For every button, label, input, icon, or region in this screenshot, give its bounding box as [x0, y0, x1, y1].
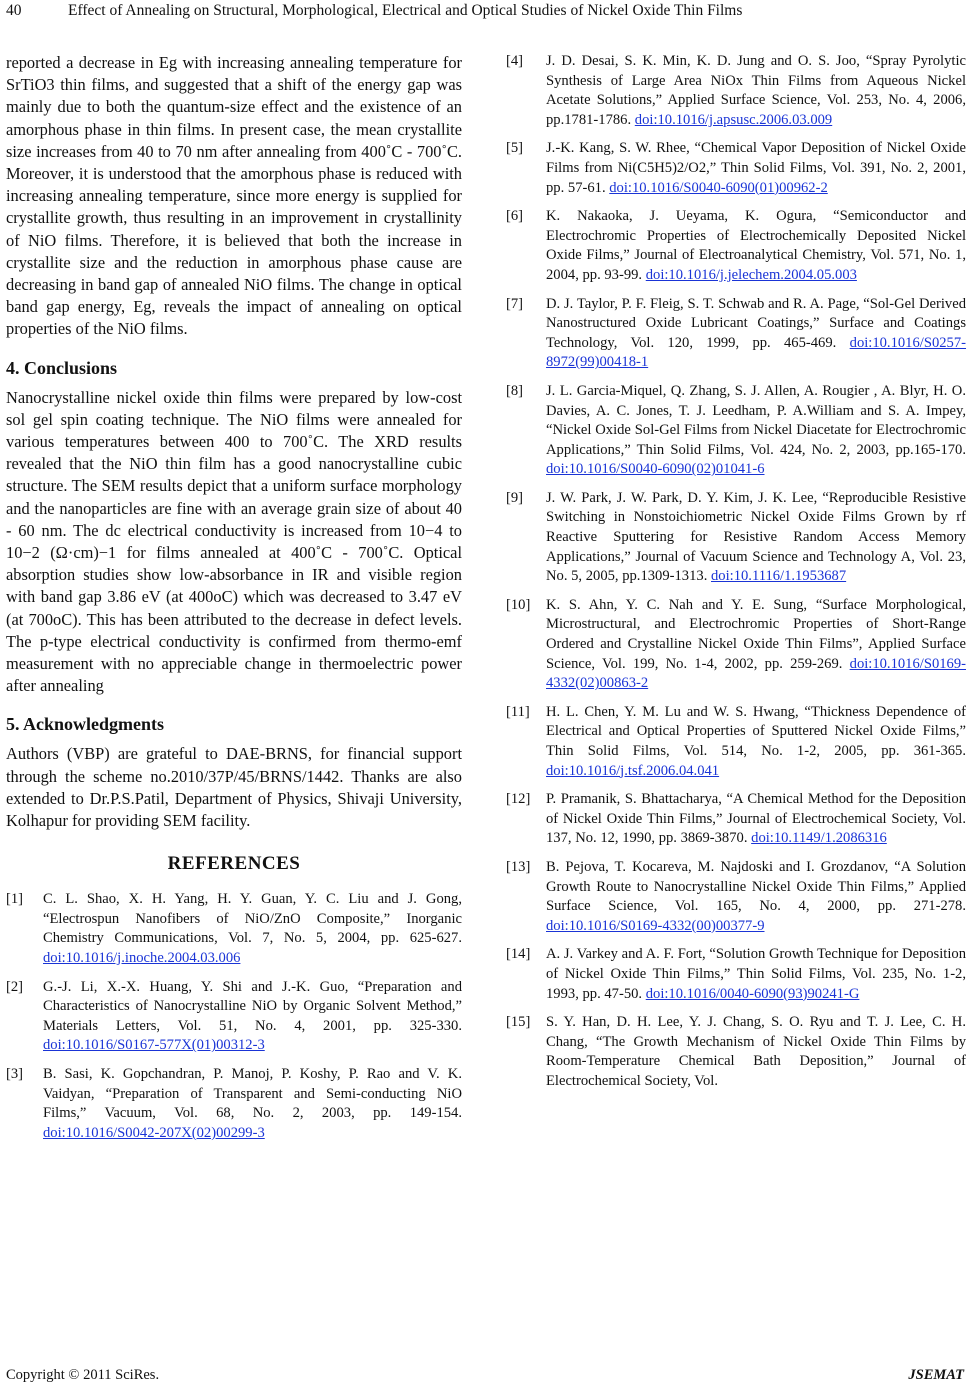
- reference-text: J. L. Garcia-Miquel, Q. Zhang, S. J. Allen, A. Rougier , A. Blyr, H. O. Davies, A. C. Jones, T. J. Leedham, P. A.William and S. A. Impey, “Nickel Oxide Sol-Gel Films from Nickel Diacetate for Electrochromic Applications,” Thin Solid Films, Vol. 424, No. 2, 2003, pp.165-170.: [546, 382, 966, 458]
- reference-number: [13]: [506, 858, 531, 875]
- acknowledgments-heading: 5. Acknowledgments: [6, 714, 165, 735]
- conclusions-heading: 4. Conclusions: [6, 357, 118, 378]
- doi-link[interactable]: doi:10.1016/S0042-207X(02)00299-3: [43, 1124, 265, 1141]
- reference-entry: [506, 596, 966, 694]
- conclusions-paragraph: Nanocrystalline nickel oxide thin films were prepared by low-cost sol gel spin coating technique. The NiO films were annealed for various temperatures between 400 to 700˚C. The XRD results revealed that the NiO thin film has a good nanocrystalline cubic structure. The SEM results depict that a uniform surface morphology and the nanoparticles are fine with an average grain size of about 40 - 60 nm. The dc electrical conductivity is increased from 10−4 to 10−2 (Ω·cm)−1 for films annealed at 400˚C - 700˚C. Optical absorption studies show low-absorbance in IR and visible region with band gap 3.86 eV (at 400oC) which was decreased to 3.47 eV (at 700oC). This has been attributed to the decrease in defect levels. The p-type electrical conductivity is confirmed from thermo-emf measurement with no appreciable change in thermoelectric power after annealing: [6, 387, 462, 696]
- reference-entry: [506, 382, 966, 480]
- reference-text: H. L. Chen, Y. M. Lu and W. S. Hwang, “Thickness Dependence of Electrical and Optical Properties of Sputtered Nickel Oxide Films,” Thin Solid Films, Vol. 514, No. 1-2, 2005, pp. 361-365.: [546, 703, 966, 759]
- doi-link[interactable]: doi:10.1016/j.tsf.2006.04.041: [546, 762, 720, 779]
- reference-text: D. J. Taylor, P. F. Fleig, S. T. Schwab and R. A. Page, “Sol-Gel Derived Nanostructured Oxide Lubricant Coatings,” Surface and Coatings Technology, Vol. 120, 1999, pp. 465-469.: [546, 295, 966, 351]
- reference-number: [1]: [6, 891, 24, 908]
- reference-text: J. D. Desai, S. K. Min, K. D. Jung and O. S. Joo, “Spray Pyrolytic Synthesis of Large Area NiOx Thin Films from Aqueous Nickel Acetate Solutions,” Applied Surface Science, Vol. 253, No. 4, 2006, pp.1781-1786.: [546, 53, 966, 128]
- reference-number: [9]: [506, 489, 524, 506]
- journal-abbreviation: JSEMAT: [908, 1367, 964, 1383]
- reference-number: [4]: [506, 53, 524, 69]
- reference-entry: [506, 52, 966, 130]
- page-number: 40: [6, 2, 22, 19]
- reference-number: [10]: [506, 596, 531, 613]
- reference-number: [11]: [506, 703, 530, 720]
- doi-link[interactable]: doi:10.1016/S0167-577X(01)00312-3: [43, 1037, 265, 1054]
- references-heading: REFERENCES: [167, 853, 301, 875]
- reference-entry: [6, 890, 462, 968]
- reference-text: P. Pramanik, S. Bhattacharya, “A Chemical Method for the Deposition of Nickel Oxide Thin Films,” Journal of Electrochemical Society, Vol. 137, No. 12, 1990, pp. 3869-3870.: [546, 791, 966, 847]
- acknowledgments-paragraph: Authors (VBP) are grateful to DAE-BRNS, for financial support through the scheme no.2010/37P/45/BRNS/1442. Thanks are also extended to Dr.P.S.Patil, Department of Physics, Shivaji University, Kolhapur for providing SEM facility.: [6, 744, 462, 831]
- reference-number: [7]: [506, 295, 524, 312]
- reference-text: B. Pejova, T. Kocareva, M. Najdoski and I. Grozdanov, “A Solution Growth Route to Nanocrystalline Nickel Oxide Thin Films,” Applied Surface Science, Vol. 165, No. 4, 2000, pp. 271-278.: [546, 858, 966, 915]
- reference-number: [12]: [506, 791, 531, 808]
- reference-number: [2]: [6, 978, 24, 995]
- doi-link[interactable]: doi:10.1016/S0040-6090(02)01041-6: [546, 461, 765, 478]
- doi-link[interactable]: doi:10.1149/1.2086316: [751, 830, 887, 847]
- reference-text: J.-K. Kang, S. W. Rhee, “Chemical Vapor Deposition of Nickel Oxide Films from Ni(C5H5)2/O2,” Thin Solid Films, Vol. 391, No. 2, 2001, pp. 57-61.: [546, 140, 966, 196]
- reference-entry: [506, 207, 966, 285]
- doi-link[interactable]: doi:10.1016/j.inoche.2004.03.006: [43, 950, 241, 967]
- doi-link[interactable]: doi:10.1016/S0040-6090(01)00962-2: [609, 179, 828, 196]
- reference-text: A. J. Varkey and A. F. Fort, “Solution Growth Technique for Deposition of Nickel Oxide Thin Films,” Thin Solid Films, Vol. 235, No. 1-2, 1993, pp. 47-50.: [546, 946, 966, 1002]
- reference-text: S. Y. Han, D. H. Lee, Y. J. Chang, S. O. Ryu and T. J. Lee, C. H. Chang, “The Growth Mechanism of Nickel Oxide Thin Films by Room-Temperature Chemical Bath Deposition,” Journal of Electrochemical Society, Vol.: [546, 1014, 966, 1089]
- reference-entry: [6, 1065, 462, 1143]
- reference-list-right: [506, 52, 966, 1092]
- doi-link[interactable]: doi:10.1016/j.jelechem.2004.05.003: [645, 266, 857, 283]
- left-column: [6, 52, 462, 1152]
- reference-entry: [506, 295, 966, 373]
- reference-text: C. L. Shao, X. H. Yang, H. Y. Guan, Y. C. Liu and J. Gong, “Electrospun Nanofibers of NiO/ZnO Composite,” Inorganic Chemistry Communications, Vol. 7, No. 5, 2004, pp. 625-627.: [43, 891, 462, 947]
- reference-number: [15]: [506, 1014, 531, 1031]
- reference-text: J. W. Park, J. W. Park, D. Y. Kim, J. K. Lee, “Reproducible Resistive Switching in Nonstoichiometric Nickel Oxide Films Grown by rf Reactive Sputtering for Resistive Random Access Memory Applications,” Journal of Vacuum Science and Technology A, Vol. 23, No. 5, 2005, pp.1309-1313.: [546, 489, 966, 585]
- running-title: Effect of Annealing on Structural, Morphological, Electrical and Optical Studies of Nickel Oxide Thin Films: [68, 2, 743, 19]
- reference-list-left: [6, 890, 462, 1143]
- doi-link[interactable]: doi:10.1016/S0169-4332(00)00377-9: [546, 917, 765, 934]
- reference-number: [3]: [6, 1066, 24, 1083]
- reference-entry: [506, 489, 966, 587]
- reference-entry: [506, 703, 966, 781]
- running-header: [6, 0, 964, 22]
- reference-text: K. Nakaoka, J. Ueyama, K. Ogura, “Semiconductor and Electrochromic Properties of Electrochemically Deposited Nickel Oxide Films,” Journal of Electroanalytical Chemistry, Vol. 571, No. 1, 2004, pp. 93-99.: [546, 208, 966, 283]
- reference-number: [8]: [506, 382, 524, 399]
- discussion-paragraph: reported a decrease in Eg with increasing annealing temperature for SrTiO3 thin films, and suggested that a shift of the energy gap was mainly due to both the quantum-size effect and the existence of an amorphous phase in thin films. In present case, the mean crystallite size increases from 40 to 70 nm after annealing from 400˚C - 700˚C. Moreover, it is understood that the amorphous phase is reduced with increasing annealing temperature, since more energy is supplied for crystallite growth, thus resulting in an improvement in crystallinity of NiO films. Therefore, it is believed that both the increase in crystallite size and the reduction in amorphous phase cause are decreasing in band gap of annealed NiO films. The change in optical band gap energy, Eg, reveals the impact of annealing on optical properties of the NiO films.: [6, 53, 462, 339]
- reference-entry: [506, 1013, 966, 1091]
- copyright-notice: Copyright © 2011 SciRes.: [6, 1367, 160, 1383]
- reference-entry: [506, 858, 966, 936]
- reference-entry: [6, 978, 462, 1056]
- page-footer: [6, 1366, 964, 1384]
- reference-entry: [506, 139, 966, 198]
- reference-entry: [506, 945, 966, 1004]
- right-column: [506, 52, 966, 1101]
- reference-text: B. Sasi, K. Gopchandran, P. Manoj, P. Koshy, P. Rao and V. K. Vaidyan, “Preparation of Transparent and Semi-conducting NiO Films,” Vacuum, Vol. 68, No. 2, 2003, pp. 149-154.: [43, 1066, 462, 1122]
- reference-text: G.-J. Li, X.-X. Huang, Y. Shi and J.-K. Guo, “Preparation and Characteristics of Nanocrystalline NiO by Organic Solvent Method,” Materials Letters, Vol. 51, No. 4, 2001, pp. 325-330.: [43, 978, 462, 1034]
- doi-link[interactable]: doi:10.1016/S0169-4332(02)00863-2: [546, 655, 966, 692]
- doi-link[interactable]: doi:10.1016/j.apsusc.2006.03.009: [634, 111, 833, 128]
- doi-link[interactable]: doi:10.1016/0040-6090(93)90241-G: [645, 985, 860, 1002]
- doi-link[interactable]: doi:10.1016/S0257-8972(99)00418-1: [546, 334, 966, 371]
- reference-number: [14]: [506, 946, 531, 963]
- reference-number: [5]: [506, 140, 524, 157]
- reference-number: [6]: [506, 208, 524, 225]
- reference-text: K. S. Ahn, Y. C. Nah and Y. E. Sung, “Surface Morphological, Microstructural, and Electrochromic Properties of Short-Range Ordered and Crystalline Nickel Oxide Thin Films”, Applied Surface Science, Vol. 199, No. 1-4, 2002, pp. 259-269.: [546, 596, 966, 672]
- doi-link[interactable]: doi:10.1116/1.1953687: [711, 568, 847, 585]
- reference-entry: [506, 790, 966, 849]
